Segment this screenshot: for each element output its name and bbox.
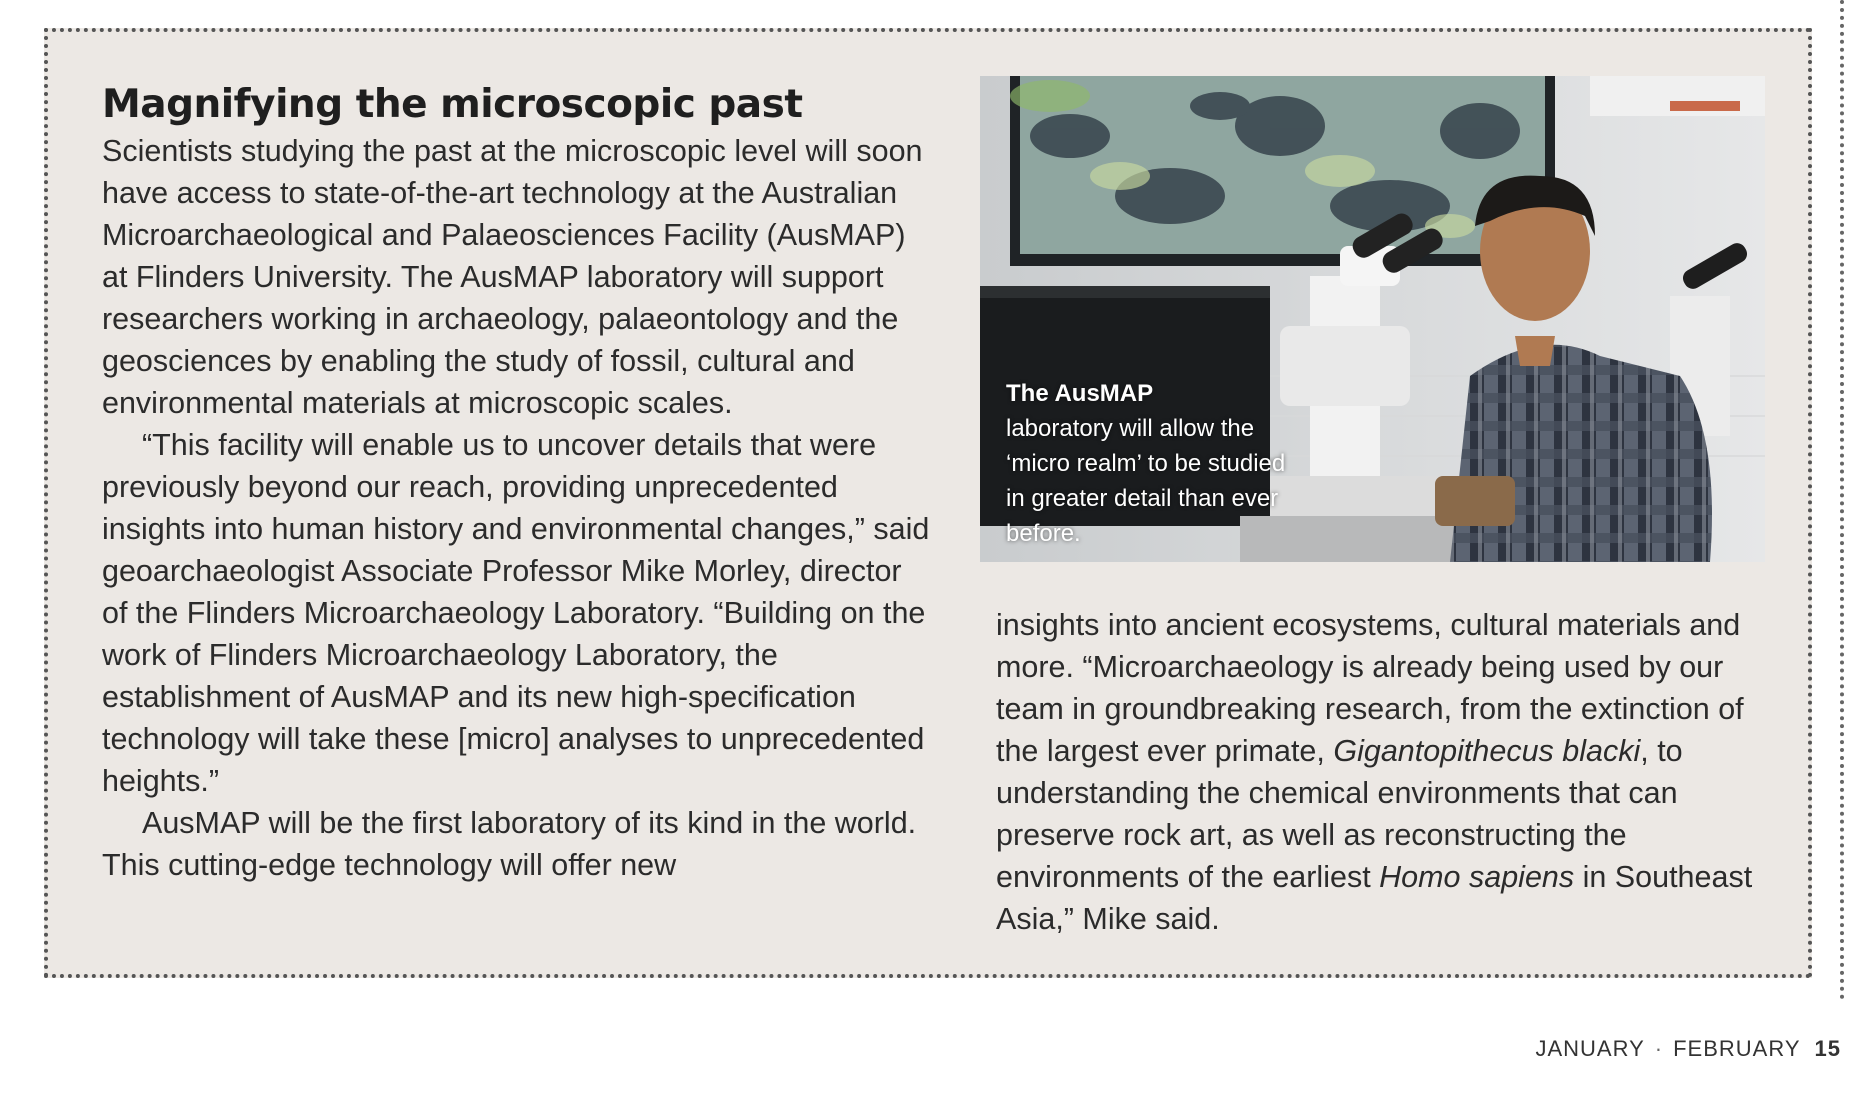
footer-month-2: FEBRUARY — [1673, 1036, 1801, 1061]
page-number: 15 — [1814, 1036, 1841, 1061]
article-title: Magnifying the microscopic past — [102, 82, 803, 127]
page-footer — [1535, 1036, 1841, 1062]
caption-bold: The AusMAP — [1006, 380, 1154, 407]
species-homo-sapiens: Homo sapiens — [1379, 860, 1575, 894]
left-column — [102, 80, 932, 886]
lab-photo — [980, 76, 1765, 562]
paragraph-quote: “This facility will enable us to uncover details that were previously beyond our reach, providing unprecedented insights into human history and environmental changes,” said geoarchaeologist Associate Professor Mike Morley, director of the Flinders Microarchaeology Laboratory. “Building on the work of Flinders Microarchaeology Laboratory, the establishment of AusMAP and its new high-specification technology will take these [micro] analyses to unprecedented heights.” — [102, 428, 930, 798]
photo-caption — [1006, 376, 1306, 551]
research-text-1: insights into ancient ecosystems, cultural materials and more. “Microarchaeology is already being used by our team in groundbreaking research, from the extinction of the largest ever primate, — [996, 608, 1744, 768]
footer-separator: · — [1654, 1036, 1664, 1061]
species-gigantopithecus: Gigantopithecus blacki — [1333, 734, 1641, 768]
paragraph-intro: Scientists studying the past at the microscopic level will soon have access to state-of-the-art technology at the Australian Microarchaeological and Palaeosciences Facility (AusMAP) at Flinders University. The AusMAP laboratory will support researchers working in archaeology, palaeontology and the geosciences by enabling the study of fossil, cultural and environmental materials at microscopic scales. — [102, 134, 923, 420]
research-text-3: in Southeast Asia,” Mike said. — [996, 860, 1753, 936]
footer-month-1: JANUARY — [1535, 1036, 1645, 1061]
research-text-2: , to understanding the chemical environments that can preserve rock art, as well as reconstructing the environments of the earliest — [996, 734, 1683, 894]
caption-text: laboratory will allow the ‘micro realm’ to be studied in greater detail than ever before. — [1006, 415, 1286, 547]
paragraph-research — [996, 604, 1786, 940]
right-column — [996, 604, 1786, 940]
page-edge-border — [1840, 0, 1844, 1000]
paragraph-first-of-kind: AusMAP will be the first laboratory of its kind in the world. This cutting-edge technology will offer new — [102, 806, 917, 882]
